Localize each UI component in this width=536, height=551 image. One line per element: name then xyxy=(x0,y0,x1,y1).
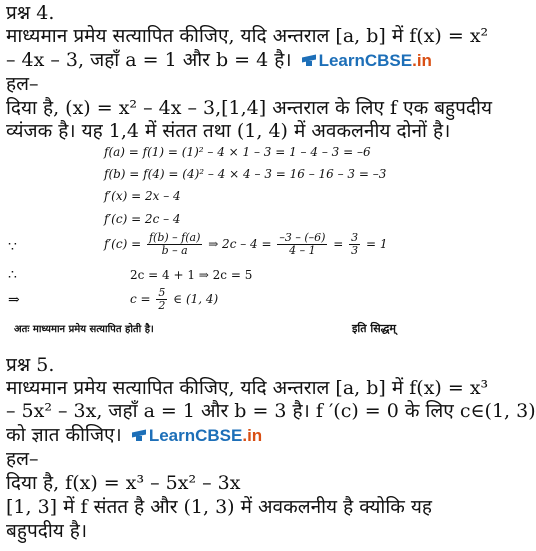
q5-statement-line2: – 5x² – 3x, जहाँ a = 1 और b = 3 है। f ′(c) = 0 के लिए c∈(1, 3) xyxy=(6,400,536,422)
q5-given-line2: [1, 3] में f संतत है और (1, 3) में अवकलनीय है क्योकि यह xyxy=(6,496,433,518)
logo-brand: LearnCBSE xyxy=(318,51,413,70)
logo-tld: .in xyxy=(412,51,432,70)
graduation-cap-icon xyxy=(132,430,146,441)
q5-statement-line1: माध्यमान प्रमेय सत्यापित कीजिए, यदि अन्तराल [a, b] में f(x) = x³ xyxy=(6,377,489,399)
q5-statement-text: को ज्ञात कीजिए। xyxy=(6,424,122,446)
learncbse-logo-2 xyxy=(132,425,262,447)
q4-eq-c-value: c = $\frac{5}{2}$ ∈ (1, 4) xyxy=(130,286,219,312)
mvt-fraction: $\frac{f(b) - f(a)}{b - a}$ xyxy=(148,231,201,257)
q4-statement-line2 xyxy=(6,49,432,72)
q5-solution-label: हल– xyxy=(6,448,39,470)
q4-given-line1: दिया है, (x) = x² – 4x – 3,[1,4] अन्तराल के लिए f एक बहुपदीय xyxy=(6,97,492,119)
q5-given-line1: दिया है, f(x) = x³ – 5x² – 3x xyxy=(6,472,241,494)
c-fraction: $\frac{5}{2}$ xyxy=(158,286,166,312)
learncbse-logo xyxy=(302,50,432,72)
mvt-fraction-values: $\frac{-3 - (-6)}{4 - 1}$ xyxy=(279,231,326,257)
therefore-symbol: ∴ xyxy=(8,267,17,283)
q4-solution-label: हल– xyxy=(6,73,39,95)
q4-eq-solve-c: 2c = 4 + 1 ⇒ 2c = 5 xyxy=(130,268,253,282)
q5-given-line3: बहुपदीय है। xyxy=(6,520,88,542)
q4-conclusion: अतः माध्यमान प्रमेय सत्यापित होती है। xyxy=(14,324,154,335)
q4-qed: इति सिद्धम् xyxy=(352,322,397,335)
q4-statement-text: – 4x – 3, जहाँ a = 1 और b = 4 है। xyxy=(6,49,292,71)
logo-brand: LearnCBSE xyxy=(148,426,243,445)
q4-eq-fprime-c: f′(c) = 2c – 4 xyxy=(104,212,181,226)
q4-eq-mvt: f′(c) = $\frac{f(b) - f(a)}{b - a}$ ⇒ 2c – 4 = $\frac{-3 - (-6)}{4 - 1}$ = $\frac{3}{3}$ = 1 xyxy=(104,231,388,257)
q5-statement-line3 xyxy=(6,424,262,447)
q4-eq-fa: f(a) = f(1) = (1)² – 4 × 1 – 3 = 1 – 4 – 3 = –6 xyxy=(104,145,371,159)
q4-given-line2: व्यंजक है। यह 1,4 में संतत तथा (1, 4) में अवकलनीय दोनों है। xyxy=(6,120,451,142)
implies-symbol: ⇒ xyxy=(8,292,20,308)
graduation-cap-icon xyxy=(302,55,316,66)
q4-heading: प्रश्न 4. xyxy=(6,2,55,24)
q4-eq-fb: f(b) = f(4) = (4)² – 4 × 4 – 3 = 16 – 16 – 3 = –3 xyxy=(104,167,387,181)
mvt-fraction-result: $\frac{3}{3}$ xyxy=(351,231,359,257)
q4-statement-line1: माध्यमान प्रमेय सत्यापित कीजिए, यदि अन्तराल [a, b] में f(x) = x² xyxy=(6,25,489,47)
q5-heading: प्रश्न 5. xyxy=(6,354,55,376)
logo-tld: .in xyxy=(242,426,263,445)
because-symbol: ∵ xyxy=(8,239,17,255)
q4-eq-fprime-x: f′(x) = 2x – 4 xyxy=(104,189,181,203)
